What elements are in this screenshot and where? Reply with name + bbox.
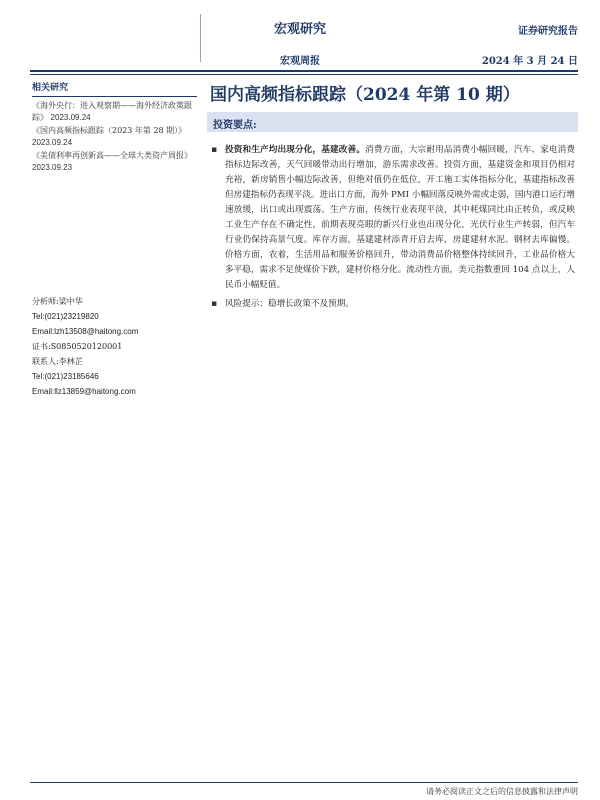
key-point-item bbox=[211, 143, 575, 293]
key-points-label: 投资要点: bbox=[213, 120, 257, 131]
report-title: 国内高频指标跟踪（2024 年第 10 期） bbox=[210, 85, 520, 105]
risk-warning-text: 风险提示：稳增长政策不及预期。 bbox=[225, 299, 354, 309]
report-date: 2024 年 3 月 24 日 bbox=[481, 56, 578, 67]
report-subcategory: 宏观周报 bbox=[280, 56, 320, 67]
related-item-title: 《国内高频指标跟踪（2023 年第 28 期）》 bbox=[32, 126, 187, 135]
related-item-title: 《美债利率再创新高——全球大类资产周报》 bbox=[32, 151, 192, 160]
bullet-icon: ▪ bbox=[211, 299, 218, 309]
related-item[interactable] bbox=[32, 125, 197, 149]
related-item[interactable] bbox=[32, 100, 197, 124]
related-item-date: 2023.09.24 bbox=[50, 113, 91, 122]
footer-disclaimer: 请务必阅读正文之后的信息披露和法律声明 bbox=[426, 787, 578, 796]
sidebar bbox=[32, 82, 197, 175]
header-divider bbox=[200, 14, 201, 62]
header-rule-thin bbox=[30, 74, 578, 75]
related-item[interactable] bbox=[32, 150, 197, 174]
footer-rule bbox=[30, 782, 578, 783]
contact-email[interactable]: Email:llz13859@haitong.com bbox=[32, 387, 136, 396]
contact-name: 联系人:李林芷 bbox=[32, 357, 83, 366]
analyst-name: 分析师:梁中华 bbox=[32, 297, 83, 306]
key-points-bar bbox=[207, 112, 578, 132]
key-points-list bbox=[211, 143, 575, 316]
report-type-badge: 证券研究报告 bbox=[518, 26, 578, 37]
related-research-heading: 相关研究 bbox=[32, 82, 197, 97]
key-point-text: 消费方面，大宗耐用品消费小幅回暖，汽车、家电消费指标边际改善，天气回暖带动出行增加，游乐需求改善。投资方面，基建资金和项目仍相对充裕，新房销售小幅边际改善，但绝对值仍在低位，开工施工实体指标分化，基建指标改善但房建指标仍表现平淡。进出口方面，海外 PMI 小幅回落反映外需或走弱，国内港口运行增速放缓，出口或出现震荡。生产方面，传统行业表现平淡，其中耗煤同比由正转负，或反映工业生产存在不确定性，前期表现亮眼的新兴行业也出现分化，光伏行业生产转弱，但汽车行业仍保持高景气度。库存方面，基建建材添青开启去库，房建建材水泥、钢材去库偏慢。价格方面，农着，生活用品和服务价格回升，带动消费品价格整体持续回升，工业品价格大多平稳，需求不足使煤价下跌，建材价格分化。流动性方面，美元指数重回 104 点以上，人民币小幅贬值。 bbox=[225, 145, 576, 290]
analyst-certificate: 证书:S0850520120001 bbox=[32, 342, 123, 351]
analyst-email[interactable]: Email:lzh13508@haitong.com bbox=[32, 327, 139, 336]
related-item-title: 《海外央行：进入观察期——海外经济政策跟踪》 bbox=[32, 101, 192, 122]
risk-warning-item bbox=[211, 297, 575, 312]
contact-tel: Tel:(021)23185646 bbox=[32, 372, 99, 381]
related-item-date: 2023.09.24 bbox=[32, 138, 73, 147]
analyst-contacts bbox=[32, 296, 197, 401]
analyst-tel: Tel:(021)23219820 bbox=[32, 312, 99, 321]
key-point-lead: 投资和生产均出现分化，基建改善。 bbox=[225, 145, 366, 155]
header-rule bbox=[30, 70, 578, 72]
related-item-date: 2023.09.23 bbox=[32, 163, 73, 172]
bullet-icon: ▪ bbox=[211, 145, 218, 155]
report-category: 宏观研究 bbox=[273, 22, 326, 37]
